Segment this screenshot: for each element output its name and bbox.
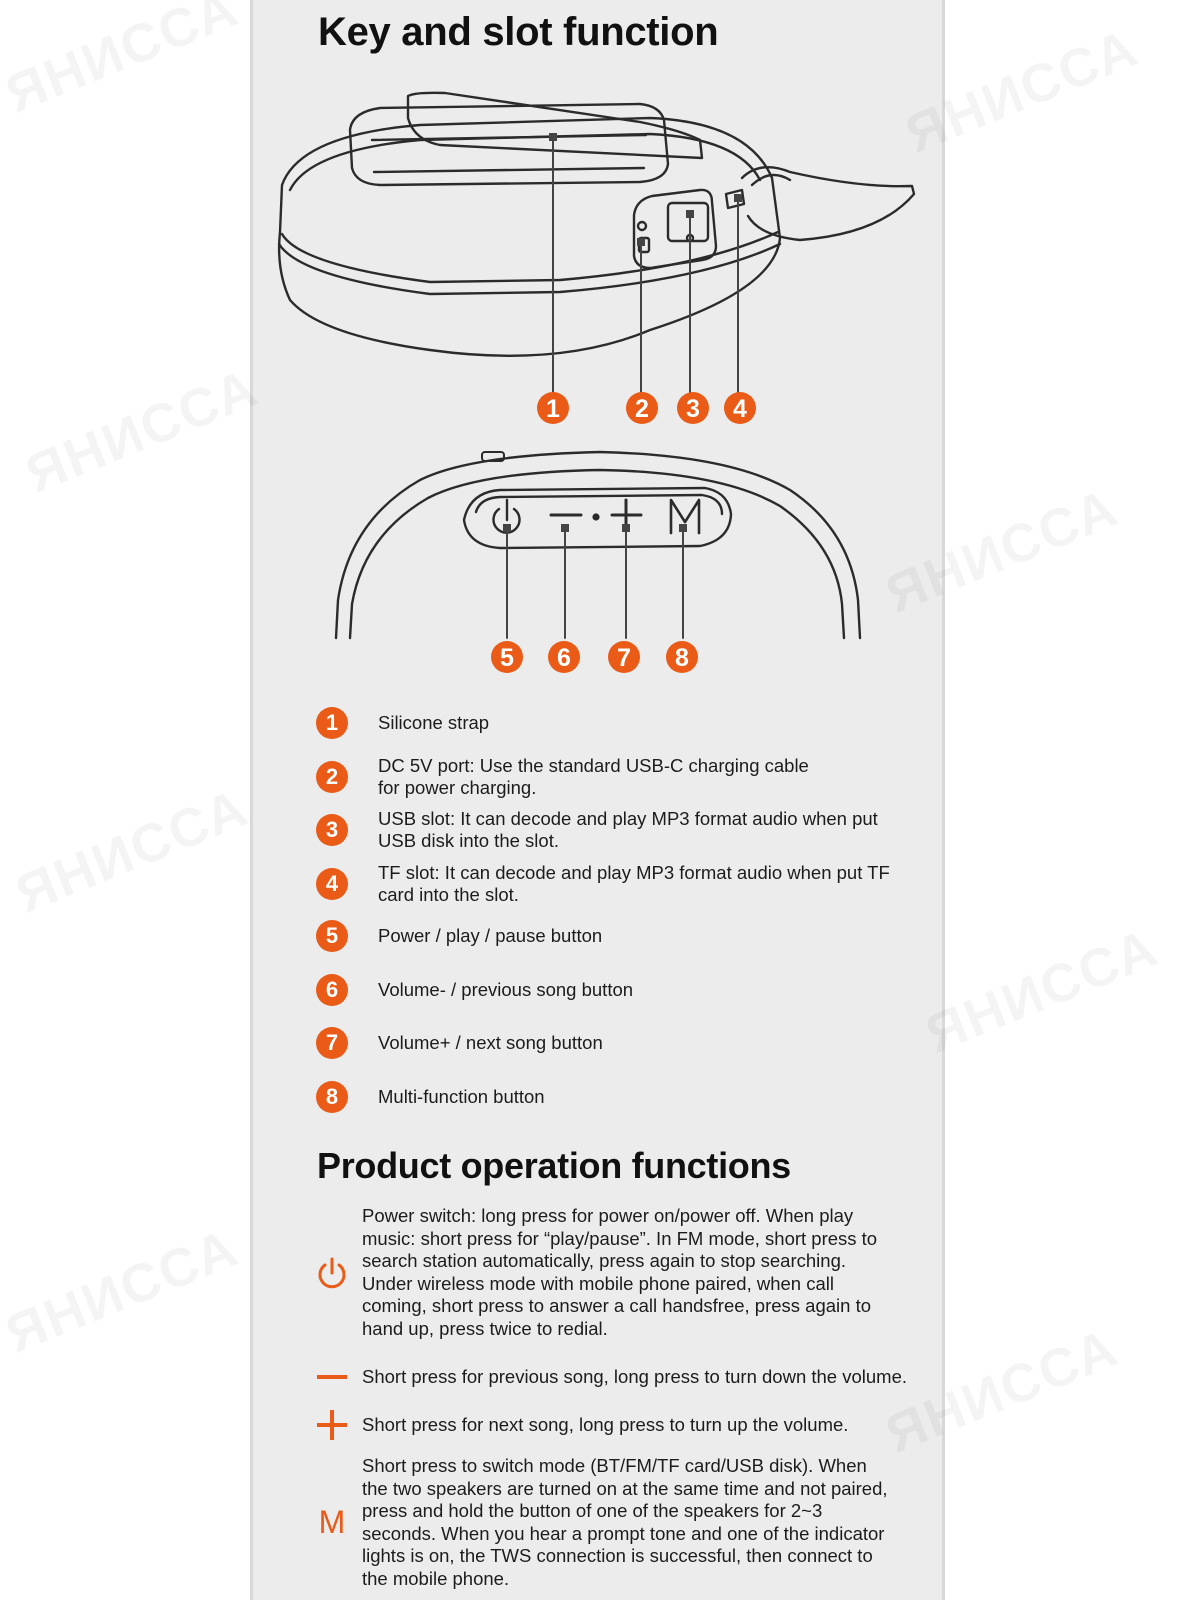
callout-1: 1	[546, 395, 560, 423]
key-number-badge: 7	[316, 1027, 348, 1059]
key-item	[316, 808, 913, 852]
key-number-badge: 2	[316, 761, 348, 793]
callout-4: 4	[733, 395, 747, 423]
key-number-badge: 8	[316, 1081, 348, 1113]
mode-m-icon: M	[318, 1504, 346, 1540]
function-description: Power switch: long press for power on/power off. When play music: short press for “play/pause”. In FM mode, short press to search station automatically, press again to stop searching. Under wireless mode with mobile phone paired, when call coming, short press to answer a call handsfree, press again to hand up, press twice to redial.	[362, 1205, 878, 1339]
key-description: DC 5V port: Use the standard USB-C charging cable for power charging.	[378, 755, 809, 798]
key-description: Volume- / previous song button	[378, 979, 634, 1000]
power-icon	[314, 1255, 350, 1291]
function-item-power	[314, 1205, 892, 1340]
key-number-badge: 5	[316, 920, 348, 952]
key-description: Volume+ / next song button	[378, 1032, 603, 1053]
function-description: Short press for next song, long press to turn up the volume.	[362, 1413, 849, 1435]
key-number-badge: 1	[316, 707, 348, 739]
key-item	[316, 707, 913, 739]
function-item-volume-down	[314, 1366, 922, 1389]
callout-6: 6	[557, 644, 571, 672]
leader-lines-bottom	[507, 528, 683, 638]
key-item	[316, 1081, 913, 1113]
callout-2: 2	[635, 395, 649, 423]
key-item	[316, 974, 913, 1006]
key-item	[316, 755, 828, 799]
function-item-mode	[314, 1455, 892, 1590]
speaker-top-view	[279, 93, 914, 356]
function-description: Short press to switch mode (BT/FM/TF card/USB disk). When the two speakers are turned on at the same time and not paired, press and hold the button of one of the speakers for 2~3 seconds. When you hear a prompt tone and one of the indicator lights is on, the TWS connection is successful, then connect to the mobile phone.	[362, 1455, 888, 1589]
callout-3: 3	[686, 395, 700, 423]
leader-lines-top	[553, 137, 738, 393]
key-description: Silicone strap	[378, 712, 490, 733]
key-item	[316, 920, 913, 952]
operation-title: Product operation functions	[317, 1145, 791, 1186]
function-description: Short press for previous song, long press to turn down the volume.	[362, 1366, 908, 1387]
key-slot-title: Key and slot function	[318, 10, 719, 54]
key-description: Power / play / pause button	[378, 925, 603, 946]
key-number-badge: 3	[316, 814, 348, 846]
callout-5: 5	[500, 644, 514, 672]
speaker-control-view	[336, 452, 860, 638]
key-number-badge: 6	[316, 974, 348, 1006]
callout-8: 8	[675, 644, 689, 672]
minus-icon	[314, 1372, 350, 1382]
key-description: TF slot: It can decode and play MP3 format audio when put TF card into the slot.	[378, 862, 890, 905]
key-item	[316, 862, 913, 906]
key-number-badge: 4	[316, 868, 348, 900]
plus-icon	[314, 1408, 350, 1442]
function-item-volume-up	[314, 1408, 922, 1442]
key-item	[316, 1027, 913, 1059]
callout-7: 7	[617, 644, 631, 672]
key-description: USB slot: It can decode and play MP3 format audio when put USB disk into the slot.	[378, 808, 878, 851]
key-description: Multi-function button	[378, 1086, 545, 1107]
